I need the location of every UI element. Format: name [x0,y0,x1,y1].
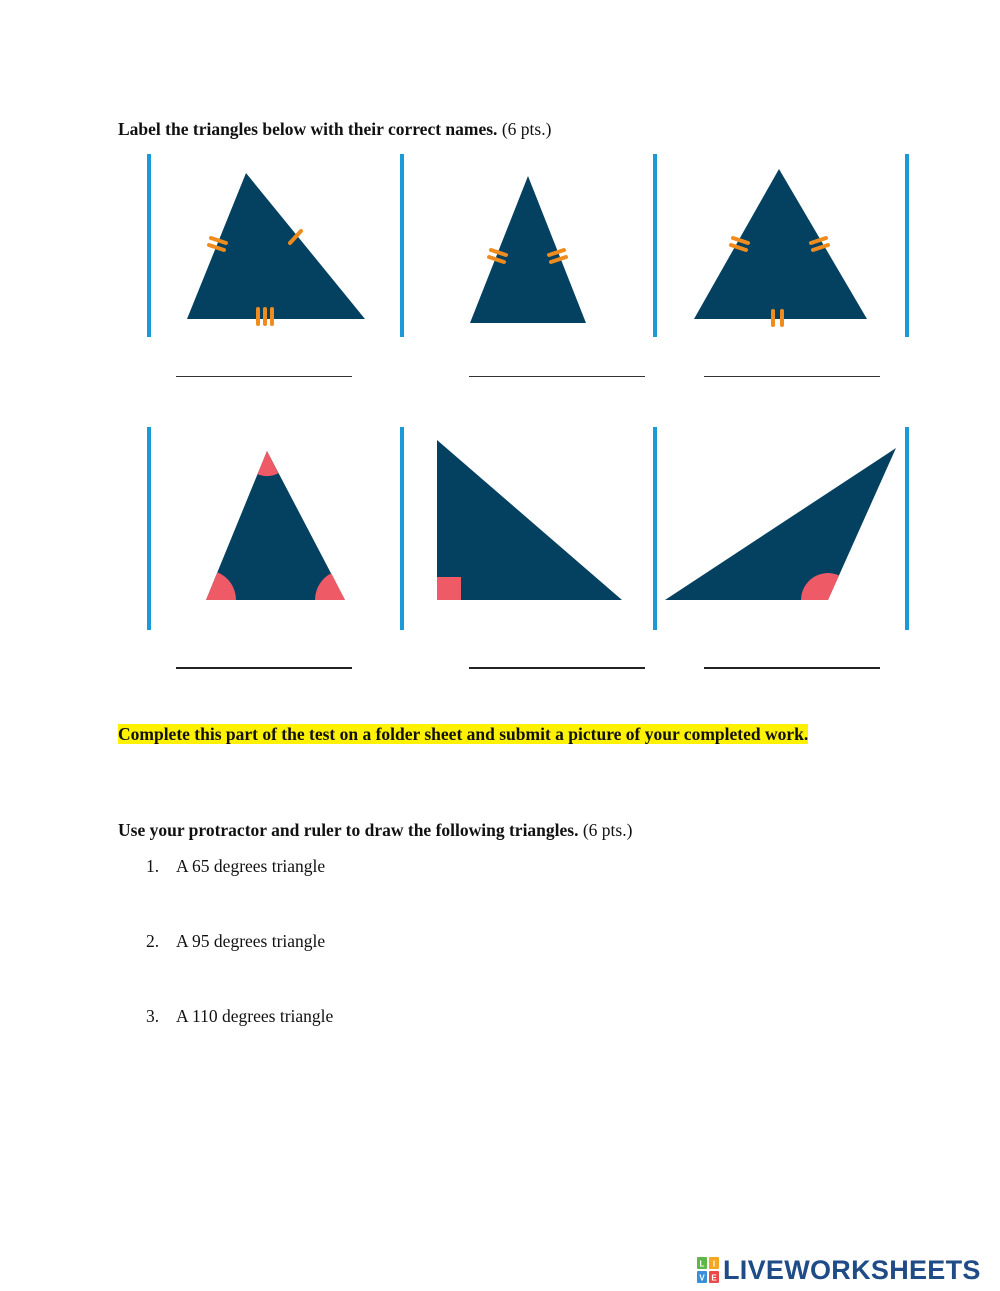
logo-letter: I [712,1259,716,1269]
triangle-obtuse [665,448,896,600]
answer-input-5[interactable] [469,645,645,669]
section1-title-bold: Label the triangles below with their correct names. [118,119,498,139]
instruction-notice [118,722,848,746]
section2-points: (6 pts.) [582,820,633,840]
list-text: A 95 degrees triangle [176,931,326,951]
logo-letter: E [711,1273,717,1283]
answer-input-1[interactable] [176,354,352,377]
triangle-shape [665,448,896,600]
answer-input-3[interactable] [704,354,880,377]
logo-blocks-icon [697,1257,719,1283]
triangle-acute [206,451,345,600]
triangle-isosceles [470,176,586,323]
list-number: 2. [146,931,160,951]
triangle-shape [694,169,867,319]
list-number: 1. [146,856,160,876]
list-text: A 65 degrees triangle [176,856,326,876]
list-number: 3. [146,1006,160,1026]
angle-mark [258,451,279,476]
section2-title [118,820,632,841]
list-item [146,1006,333,1027]
triangle-right [437,440,622,600]
brand-name: LIVEWORKSHEETS [723,1254,981,1285]
liveworksheets-logo [697,1253,981,1287]
section2-title-bold: Use your protractor and ruler to draw the following triangles. [118,820,579,840]
triangle-isosceles-wide [694,169,867,325]
triangle-scalene [187,173,365,324]
logo-letter: L [699,1259,705,1269]
highlighted-text: Complete this part of the test on a folder sheet and submit a picture of your completed work. [118,724,809,744]
triangle-shape [437,440,622,600]
right-angle-mark [437,577,461,600]
triangle-shape [470,176,586,323]
list-item [146,931,325,952]
list-item [146,856,325,877]
section1-points: (6 pts.) [501,119,552,139]
list-text: A 110 degrees triangle [176,1006,334,1026]
answer-input-6[interactable] [704,645,880,669]
logo-letter: V [699,1273,705,1283]
answer-input-4[interactable] [176,645,352,669]
answer-input-2[interactable] [469,354,645,377]
